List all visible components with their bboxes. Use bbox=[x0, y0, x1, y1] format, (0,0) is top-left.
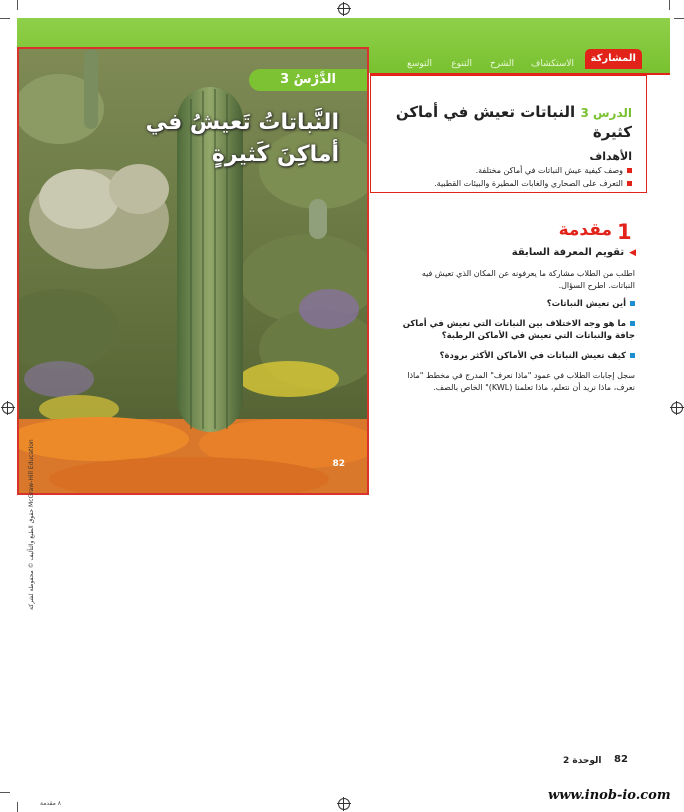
crop-mark bbox=[0, 792, 10, 793]
tab-elaborate[interactable]: التنوع bbox=[451, 59, 472, 69]
question-item: أين تعيش النباتات؟ bbox=[397, 298, 635, 310]
registration-mark-icon bbox=[338, 3, 350, 15]
bullet-square-icon bbox=[627, 168, 632, 173]
crop-mark bbox=[17, 0, 18, 10]
bullet-square-icon bbox=[627, 181, 632, 186]
bullet-square-icon bbox=[630, 353, 635, 358]
question-item: كيف تعيش النباتات في الأماكن الأكثر برودة؟ bbox=[397, 350, 635, 362]
question-item: ما هو وجه الاختلاف بين النباتات التي تعيش في أماكن جافة والنباتات التي تعيش في الأماكن الرطبة؟ bbox=[402, 319, 635, 341]
tab-explore[interactable]: الاستكشاف bbox=[531, 59, 574, 69]
objectives-lesson-title: النباتات تعيش في أماكن كثيرة bbox=[395, 103, 632, 141]
triangle-bullet-icon: ◀ bbox=[629, 248, 636, 258]
registration-mark-icon bbox=[671, 402, 683, 414]
objectives-box bbox=[370, 75, 647, 193]
section-number: 1 bbox=[617, 220, 632, 244]
objective-item: وصف كيفية عيش النباتات في أماكن مختلفة. bbox=[476, 166, 632, 175]
tab-engage[interactable]: المشاركة bbox=[585, 49, 642, 69]
closing-paragraph: سجل إجابات الطلاب في عمود "ماذا نعرف" المدرج في مخطط "ماذا نعرف، ماذا نريد أن نتعلم، ماذا تعلمنا (KWL)" الخاص بالصف. bbox=[407, 371, 635, 392]
bullet-square-icon bbox=[630, 301, 635, 306]
registration-mark-icon bbox=[2, 402, 14, 414]
objectives-heading: الأهداف bbox=[589, 150, 632, 163]
photo-page-number: 82 bbox=[332, 459, 345, 469]
footer-page-number: 82 bbox=[614, 754, 628, 765]
crop-mark bbox=[17, 802, 18, 812]
tab-extend[interactable]: التوسع bbox=[407, 59, 432, 69]
objectives-lesson-label: الدرس 3 bbox=[580, 106, 632, 120]
lesson-photo bbox=[17, 47, 369, 495]
section-title: مقدمة bbox=[558, 220, 612, 240]
crop-mark bbox=[674, 18, 684, 19]
objective-item: التعرف على الصحاري والغابات المطيرة والبيئات القطبية. bbox=[434, 179, 632, 188]
lesson-label: الدَّرْسُ 3 bbox=[249, 69, 367, 91]
subheading: ◀تقويم المعرفة السابقة bbox=[511, 247, 636, 258]
bullet-square-icon bbox=[630, 321, 635, 326]
lesson-title: النَّباتاتُ تَعيشُ في أماكِنَ كَثيرةٍ bbox=[145, 110, 339, 167]
crop-mark bbox=[0, 18, 10, 19]
vertical-credit: حقوق الطبع والتأليف © محفوظة لشركة McGraw-Hill Education bbox=[28, 439, 35, 610]
crop-mark bbox=[669, 0, 670, 10]
slug-text: ٨ مقدمة bbox=[40, 800, 61, 807]
stage-tabs bbox=[380, 55, 642, 73]
watermark: www.inob-io.com bbox=[548, 788, 671, 803]
objectives-title bbox=[392, 103, 632, 142]
intro-paragraph: اطلب من الطلاب مشاركة ما يعرفونه عن المكان الذي تعيش فيه النباتات. اطرح السؤال. bbox=[421, 269, 635, 290]
footer-unit: الوحدة 2 bbox=[563, 756, 602, 766]
registration-mark-icon bbox=[338, 798, 350, 810]
tab-explain[interactable]: الشرح bbox=[489, 59, 514, 69]
